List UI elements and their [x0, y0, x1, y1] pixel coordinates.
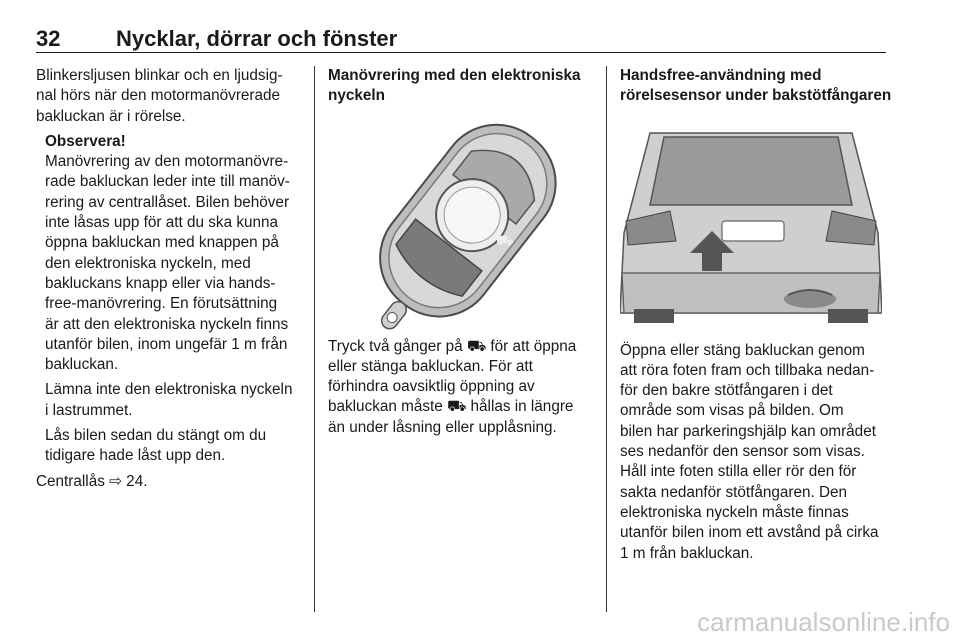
key-instruction-text: Tryck två gånger på ⛟ för att öppna eller stänga bakluckan. För att förhindra oavsiktlig öppning av bakluckan måste ⛟ hållas in längre än under låsning eller upplåsning. [328, 337, 577, 436]
car-rear-illustration [620, 113, 882, 335]
section-heading-key: Manövrering med den elektroniska nyckeln [328, 67, 581, 105]
svg-text:⛟: ⛟ [496, 232, 514, 249]
handsfree-instruction-text: Öppna eller stäng bakluckan genom att röra foten fram och tillbaka nedan- för den bakre stötfångaren i det område som visas på bilden. Om bilen har parkeringshjälp kan området ses nedanför den sensor som visas. Håll inte foten stilla eller rör den för sakta nedanför stötfångaren. Den elektroniska nyckeln måste finnas utanför bilen inom ett avstånd på cirka 1 m från bakluckan. [620, 341, 879, 562]
electronic-key-illustration [328, 115, 590, 337]
cross-reference: Centrallås ⇨ 24. [36, 472, 148, 490]
note-paragraph-2: Lämna inte den elektroniska nyckeln i lastrummet. [45, 381, 293, 419]
column-divider-1 [314, 66, 315, 612]
note-box [36, 132, 304, 467]
column-middle [328, 66, 600, 438]
watermark: carmanualsonline.info [697, 607, 950, 637]
column-left [36, 66, 304, 492]
column-divider-2 [606, 66, 607, 612]
page-number: 32 [36, 26, 61, 51]
intro-paragraph: Blinkersljusen blinkar och en ljudsig- nal hörs när den motormanövrerade bakluckan är i rörelse. [36, 67, 283, 125]
page-header [36, 26, 886, 54]
column-right [620, 66, 892, 564]
note-text: Manövrering av den motormanövre- rade bakluckan leder inte till manöv- rering av centrallåset. Bilen behöver inte låsas upp för att du ska kunna öppna bakluckan med knappen på den elektroniska nyckeln, med bakluckans knapp eller via hands- free-manövrering. En förutsättning är att den elektroniska nyckeln finns utanför bilen, inom ungefär 1 m från bakluckan. [45, 153, 290, 374]
section-heading-handsfree: Handsfree-användning med rörelsesensor under bakstötfångaren [620, 67, 892, 105]
chapter-title: Nycklar, dörrar och fönster [116, 26, 398, 51]
note-title: Observera! [45, 132, 126, 150]
note-paragraph-3: Lås bilen sedan du stängt om du tidigare hade låst upp den. [45, 427, 267, 465]
header-divider [36, 52, 886, 53]
